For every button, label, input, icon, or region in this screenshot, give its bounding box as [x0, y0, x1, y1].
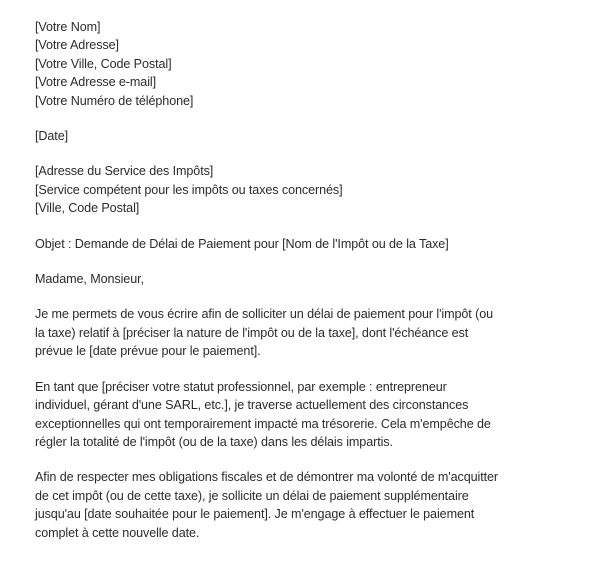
letter-date: [Date] — [35, 129, 68, 144]
recipient-city-zip: [Ville, Code Postal] — [35, 201, 140, 216]
date-block — [35, 127, 565, 145]
sender-city-zip: [Votre Ville, Code Postal] — [35, 56, 172, 71]
body-paragraph-3 — [35, 468, 565, 542]
subject-block — [35, 235, 565, 253]
body-paragraph-2 — [35, 378, 565, 452]
paragraph-line: régler la totalité de l'impôt (ou de la taxe) dans les délais impartis. — [35, 434, 393, 449]
letter-document — [35, 18, 565, 542]
paragraph-line: exceptionnelles qui ont temporairement impacté ma trésorerie. Cela m'empêche de — [35, 416, 491, 431]
sender-phone: [Votre Numéro de téléphone] — [35, 93, 194, 108]
recipient-service: [Service compétent pour les impôts ou taxes concernés] — [35, 182, 343, 197]
paragraph-line: Afin de respecter mes obligations fiscales et de démontrer ma volonté de m'acquitter — [35, 470, 499, 485]
paragraph-line: complet à cette nouvelle date. — [35, 525, 200, 540]
salutation-block — [35, 270, 565, 288]
paragraph-line: individuel, gérant d'une SARL, etc.], je traverse actuellement des circonstances — [35, 398, 469, 413]
letter-subject: Objet : Demande de Délai de Paiement pour [Nom de l'Impôt ou de la Taxe] — [35, 236, 449, 251]
letter-salutation: Madame, Monsieur, — [35, 272, 144, 287]
recipient-block — [35, 162, 565, 217]
paragraph-line: prévue le [date prévue pour le paiement]. — [35, 344, 261, 359]
sender-name: [Votre Nom] — [35, 20, 101, 34]
sender-email: [Votre Adresse e-mail] — [35, 75, 156, 90]
paragraph-line: la taxe) relatif à [préciser la nature de l'impôt ou de la taxe], dont l'échéance est — [35, 325, 469, 340]
sender-address: [Votre Adresse] — [35, 38, 119, 53]
paragraph-line: jusqu'au [date souhaitée pour le paiement]. Je m'engage à effectuer le paiement — [35, 507, 475, 522]
paragraph-line: de cet impôt (ou de cette taxe), je sollicite un délai de paiement supplémentaire — [35, 488, 469, 503]
recipient-address: [Adresse du Service des Impôts] — [35, 164, 214, 179]
paragraph-line: Je me permets de vous écrire afin de solliciter un délai de paiement pour l'impôt (ou — [35, 307, 494, 322]
sender-block — [35, 18, 565, 110]
body-paragraph-1 — [35, 305, 565, 360]
paragraph-line: En tant que [préciser votre statut professionnel, par exemple : entrepreneur — [35, 379, 447, 394]
